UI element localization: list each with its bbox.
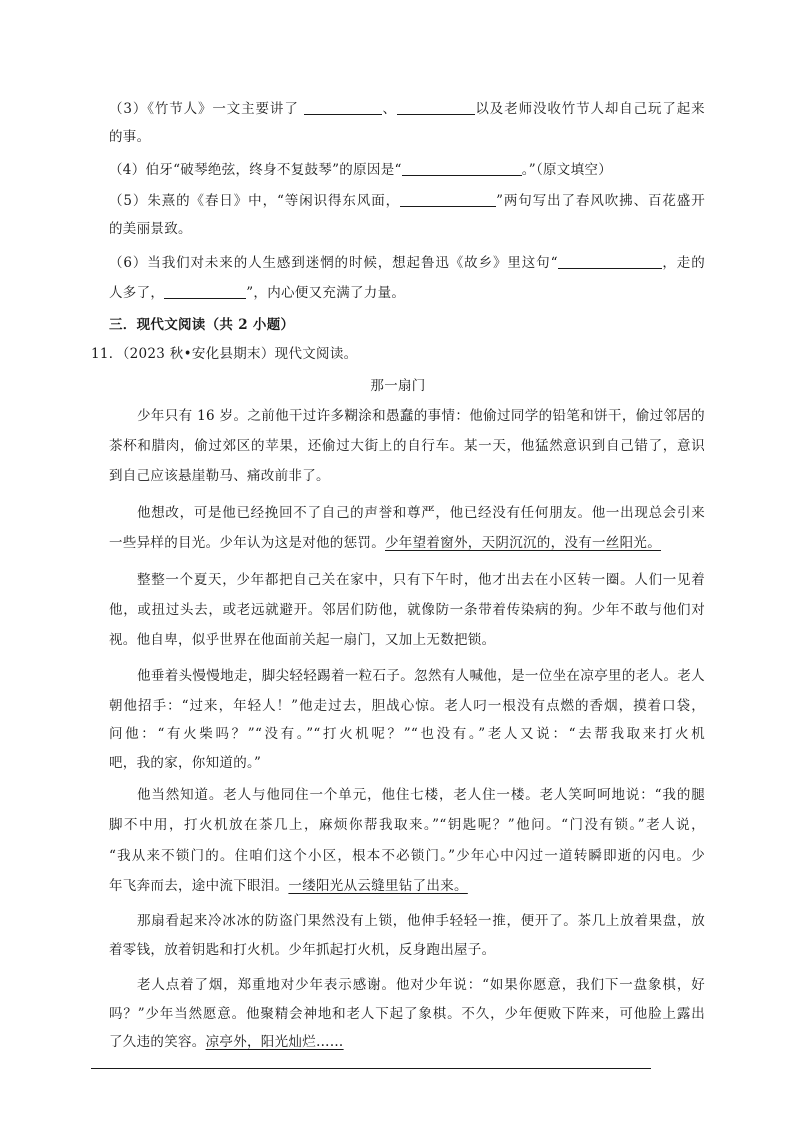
paragraph-line: 了久违的笑容。凉亭外，阳光灿烂…… [109,1034,344,1050]
answer-blank[interactable] [304,100,382,115]
underlined-sentence: 少年望着窗外，天阴沉沉的，没有一丝阳光。 [385,535,661,551]
underlined-sentence: 一缕阳光从云缝里钻了出来。 [288,878,468,894]
answer-blank[interactable] [164,284,246,299]
paragraph-line: 视。他自卑，似乎世界在他面前关起一扇门，又加上无数把锁。 [109,632,496,648]
answer-blank[interactable] [400,192,496,207]
question-4-line-1: （4）伯牙“破琴绝弦，终身不复鼓琴”的原因是“ 。”（原文填空） [109,162,613,178]
answer-blank[interactable] [558,254,662,269]
paragraph-line: 年飞奔而去，途中流下眼泪。一缕阳光从云缝里钻了出来。 [109,878,468,894]
paragraph-line: 他想改，可是他已经挽回不了自己的声誉和尊严，他已经没有任何朋友。他一出现总会引来 [137,505,705,521]
paragraph-line: 朝他招手：“过来，年轻人！”他走过去，胆战心惊。老人叼一根没有点燃的香烟，摸着口袋， [109,698,705,714]
paragraph-line: 问他：“有火柴吗？”“没有。”“打火机呢？”“也没有。”老人又说：“去帮我取来打火机 [109,726,705,742]
question-11-header: 11．（2023 秋•安化县期末）现代文阅读。 [91,346,358,362]
paragraph-line: 一些异样的目光。少年认为这是对他的惩罚。少年望着窗外，天阴沉沉的，没有一丝阳光。 [109,535,661,551]
paragraph-line: 整整一个夏天，少年都把自己关在家中，只有下午时，他才出去在小区转一圈。人们一见着 [137,572,705,588]
paragraph-line: 他当然知道。老人与他同住一个单元，他住七楼，老人住一楼。老人笑呵呵地说：“我的腿 [137,787,705,803]
paragraph-line: 他垂着头慢慢地走，脚尖轻轻踢着一粒石子。忽然有人喊他，是一位坐在凉亭里的老人。老人 [137,668,705,684]
question-6-line-1: （6）当我们对未来的人生感到迷惘的时候，想起鲁迅《故乡》里这句“ ，走的 [109,255,705,271]
paragraph-line: 少年只有 16 岁。之前他干过许多糊涂和愚蠢的事情：他偷过同学的铅笔和饼干，偷过邻居的 [137,408,705,424]
story-title: 那一扇门 [370,378,426,394]
question-3-line-1: （3）《竹节人》一文主要讲了 、 以及老师没收竹节人却自己玩了起来 [109,101,705,117]
paragraph-line: 茶杯和腊肉，偷过郊区的苹果，还偷过大街上的自行车。某一天，他猛然意识到自己错了，意识 [109,438,705,454]
paragraph-line: 那扇看起来冷冰冰的防盗门果然没有上锁，他伸手轻轻一推，便开了。茶几上放着果盘，放 [137,913,705,929]
answer-blank[interactable] [397,100,475,115]
section-heading: 三．现代文阅读（共 2 小题） [109,317,295,333]
answer-blank[interactable] [402,161,522,176]
paragraph-line: “我从来不锁门的。住咱们这个小区，根本不必锁门。”少年心中闪过一道转瞬即逝的闪电。少 [109,848,705,864]
paragraph-line: 吧，我的家，你知道的。” [109,755,262,771]
paragraph-line: 着零钱，放着钥匙和打火机。少年抓起打火机，反身跑出屋子。 [109,942,496,958]
question-3-line-2: 的事。 [109,129,151,145]
paragraph-line: 他，或扭过头去，或老远就避开。邻居们防他，就像防一条带着传染病的狗。少年不敢与他们对 [109,602,705,618]
question-5-line-2: 的美丽景致。 [109,221,192,237]
paragraph-line: 到自己应该悬崖勒马、痛改前非了。 [109,468,330,484]
paragraph-line: 脚不中用，打火机放在茶几上，麻烦你帮我取来。”“钥匙呢？”他问。“门没有锁。”老人说， [109,817,705,833]
question-5-line-1: （5）朱熹的《春日》中，“等闲识得东风面， ”两句写出了春风吹拂、百花盛开 [109,193,705,209]
paragraph-line: 老人点着了烟，郑重地对少年表示感谢。他对少年说：“如果你愿意，我们下一盘象棋，好 [137,977,705,993]
footer-divider [91,1068,651,1069]
question-6-line-2: 人多了， ”，内心便又充满了力量。 [109,285,406,301]
underlined-sentence: 凉亭外，阳光灿烂…… [205,1034,344,1050]
paragraph-line: 吗？”少年当然愿意。他聚精会神地和老人下起了象棋。不久，少年便败下阵来，可他脸上露出 [109,1006,705,1022]
